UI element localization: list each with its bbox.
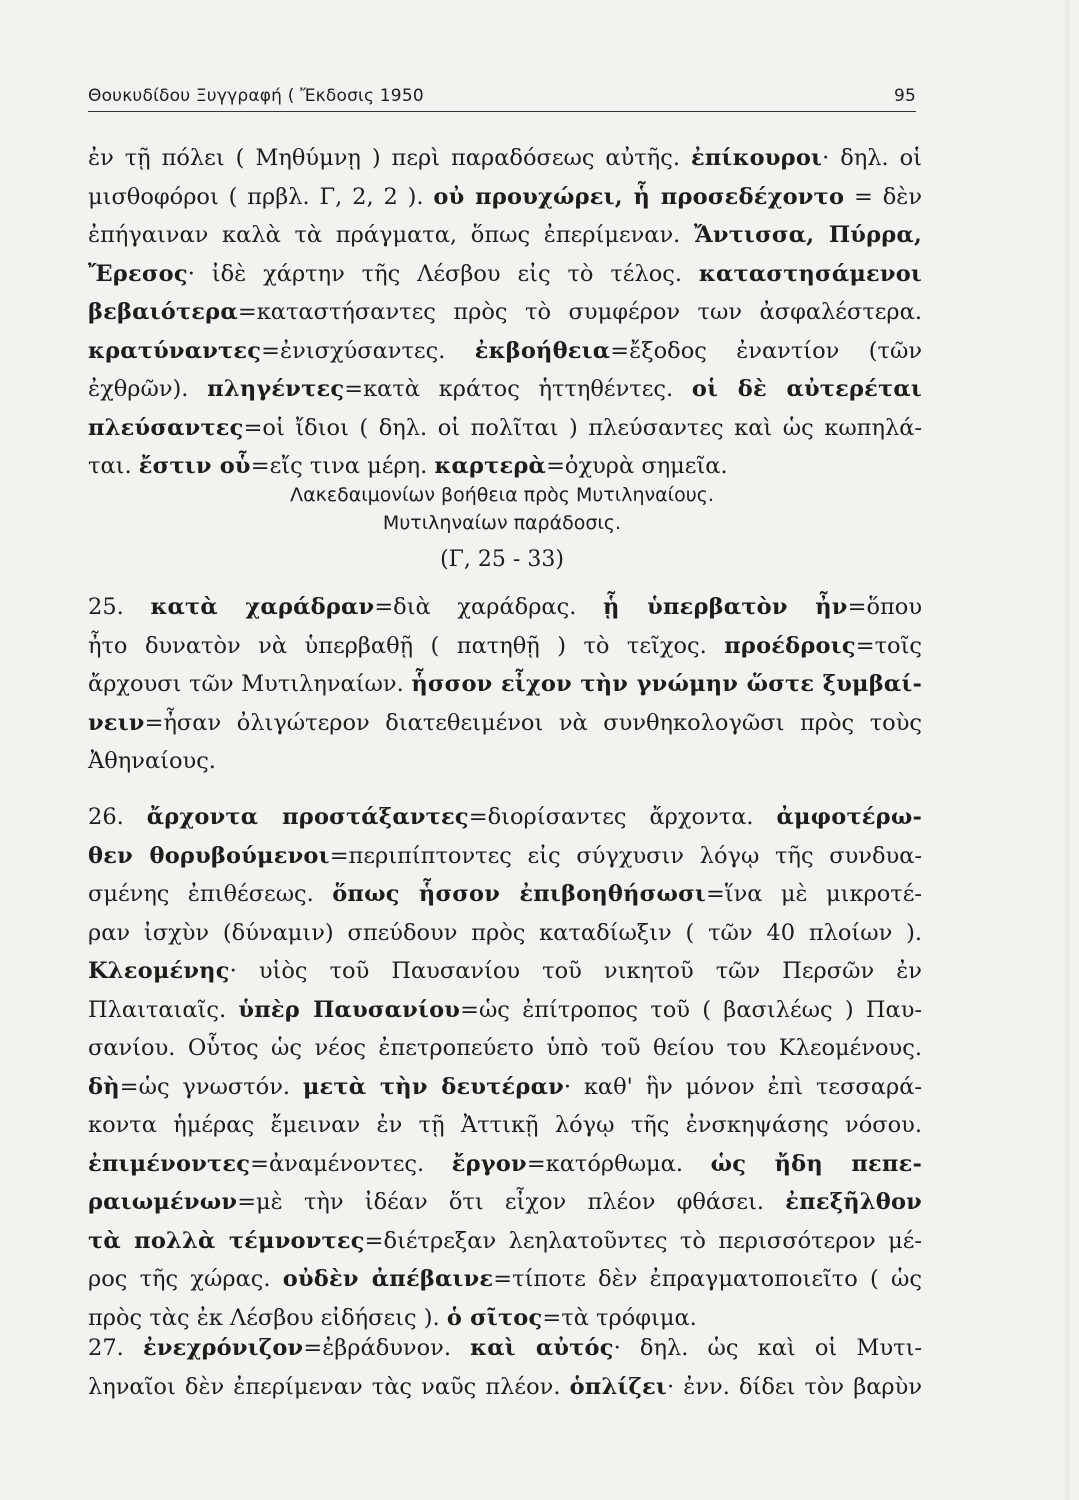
gloss: · υἱὸς τοῦ Παυσανίου τοῦ νικητοῦ τῶν Περσῶν ἐν	[229, 958, 922, 984]
text-line	[88, 742, 922, 781]
gloss: =διὰ χαράδρας.	[374, 594, 604, 620]
text-line	[88, 139, 922, 178]
text-line	[88, 370, 922, 409]
lemma: βεβαιότερα	[88, 299, 238, 325]
lemma: Ἄντισσα, Πύρρα,	[694, 222, 922, 248]
gloss: =ὅπου	[847, 594, 923, 620]
lemma: οὐδὲν ἀπέβαινε	[282, 1266, 494, 1292]
gloss: ἐν τῇ πόλει ( Μηθύμνῃ ) περὶ παραδόσεως αὐτῆς.	[88, 145, 691, 171]
gloss: κοντα ἡμέρας ἔμειναν ἐν τῇ Ἀττικῇ λόγῳ τῆς ἐνσκηψάσης νόσου.	[88, 1112, 922, 1138]
gloss: =κατὰ κράτος ἡττηθέντες.	[344, 376, 692, 402]
lemma: προέδροις	[724, 632, 856, 659]
lemma: ἐπίκουροι	[690, 145, 823, 171]
gloss: ληναῖοι δὲν ἐπερίμεναν τὰς ναῦς πλέον.	[88, 1373, 570, 1400]
lemma: ὑπὲρ Παυσανίου	[238, 996, 461, 1023]
gloss: =ὡς γνωστόν.	[119, 1073, 303, 1100]
text-line	[88, 1068, 922, 1107]
gloss: πρὸς τὰς ἐκ Λέσβου εἰδήσεις ).	[88, 1304, 447, 1331]
text-line	[88, 798, 922, 837]
gloss: =διέτρεξαν λεηλατοῦντες τὸ περισσότερον μέ-	[364, 1227, 922, 1254]
lemma: τὰ πολλὰ τέμνοντες	[88, 1227, 365, 1254]
lemma: μετὰ τὴν δευτέραν	[302, 1073, 564, 1100]
text-line	[88, 1029, 922, 1068]
gloss: =περιπίπτοντες εἰς σύγχυσιν λόγῳ τῆς συνδυα-	[329, 842, 922, 869]
text-line	[88, 216, 922, 255]
lemma: ὁ σῖτος	[446, 1304, 543, 1331]
section-title-2: Μυτιληναίων παράδοσις.	[382, 512, 622, 534]
gloss: ἦτο δυνατὸν νὰ ὑπερβαθῇ ( πατηθῇ ) τὸ τεῖχος.	[88, 632, 725, 659]
page-edge-shadow	[1063, 0, 1069, 1500]
gloss: · δηλ. ὡς καὶ οἱ Μυτι-	[613, 1335, 922, 1361]
lemma: κρατύναντες	[88, 337, 262, 364]
text-line	[88, 665, 922, 704]
lemma: ραιωμένων	[88, 1189, 238, 1215]
text-line	[88, 627, 922, 666]
block-1	[88, 139, 922, 486]
gloss: =ὀχυρὰ σημεῖα.	[546, 453, 728, 479]
gloss: ραν ἰσχὺν (δύναμιν) σπεύδουν πρὸς καταδίωξιν ( τῶν 40 πλοίων ).	[88, 919, 922, 946]
gloss: =ὡς ἐπίτροπος τοῦ ( βασιλέως ) Παυ-	[460, 996, 922, 1023]
page-number: 95	[893, 86, 916, 106]
text-line	[88, 447, 922, 486]
lemma: καὶ αὐτός	[470, 1335, 614, 1361]
lemma: καρτερὰ	[434, 453, 547, 479]
gloss: =ἦσαν ὀλιγώτερον διατεθειμένοι νὰ συνθηκολογῶσι πρὸς τοὺς	[144, 709, 922, 736]
gloss: =ἐνισχύσαντες.	[261, 337, 475, 364]
gloss: = δὲν	[844, 183, 922, 210]
text-line	[88, 991, 922, 1030]
gloss: 25.	[88, 594, 151, 620]
lemma: θεν θορυβούμενοι	[88, 842, 330, 869]
text-line	[88, 1183, 922, 1222]
gloss: =ἐβράδυνον.	[303, 1335, 471, 1361]
running-title: Θουκυδίδου Ξυγγραφή ( Ἔκδοσις 1950	[88, 86, 424, 106]
lemma: καταστησάμενοι	[698, 260, 922, 287]
gloss: =καταστήσαντες πρὸς τὸ συμφέρον των ἀσφαλέστερα.	[237, 299, 922, 325]
gloss: ἐπήγαιναν καλὰ τὰ πράγματα, ὅπως ἐπερίμεναν.	[88, 222, 694, 248]
running-header	[88, 86, 916, 112]
gloss: σανίου. Οὗτος ὡς νέος ἐπετροπεύετο ὑπὸ τοῦ θείου του Κλεομένους.	[88, 1035, 922, 1061]
lemma: κατὰ χαράδραν	[150, 594, 375, 620]
gloss: · ἐνν. δίδει τὸν βαρὺν	[667, 1373, 922, 1400]
gloss: =τίποτε δὲν ἐπραγματοποιεῖτο ( ὡς	[493, 1266, 922, 1292]
text-line	[88, 837, 922, 876]
text-line	[88, 1260, 922, 1299]
lemma: ἔστιν οὗ	[138, 453, 251, 479]
gloss: σμένης ἐπιθέσεως.	[88, 881, 333, 907]
text-line	[88, 952, 922, 991]
lemma: πληγέντες	[207, 376, 345, 402]
text-line	[88, 704, 922, 743]
section-reference: (Γ, 25 - 33)	[440, 547, 564, 572]
lemma: οἱ δὲ αὐτερέται	[691, 376, 922, 402]
gloss: =ἵνα μὲ μικροτέ-	[705, 881, 922, 907]
header-rule	[88, 111, 916, 112]
gloss: =διορίσαντες ἄρχοντα.	[468, 804, 777, 830]
text-line	[88, 914, 922, 953]
gloss: =τοῖς	[855, 632, 922, 659]
lemma: ἔργον	[451, 1150, 527, 1177]
lemma: ἐνεχρόνιζον	[142, 1335, 304, 1361]
text-line	[88, 1368, 922, 1407]
paragraph-27	[88, 1329, 922, 1406]
lemma: ἧσσον εἶχον τὴν γνώμην ὥστε ξυμβαί-	[411, 671, 922, 697]
text-line	[88, 1106, 922, 1145]
text-line	[88, 1145, 922, 1184]
lemma: ἐκβοήθεια	[474, 337, 611, 364]
lemma: ἐπεξῆλθον	[785, 1189, 922, 1215]
gloss: · καθ' ἣν μόνον ἐπὶ τεσσαρά-	[563, 1073, 923, 1100]
gloss: ἄρχουσι τῶν Μυτιληναίων.	[88, 671, 412, 697]
text-line	[88, 178, 922, 217]
lemma: ὁπλίζει	[569, 1373, 668, 1400]
gloss: 26.	[88, 804, 147, 830]
paragraph-25	[88, 588, 922, 781]
gloss: =μὲ τὴν ἰδέαν ὅτι εἶχον πλέον φθάσει.	[237, 1189, 786, 1215]
text-line	[88, 255, 922, 294]
gloss: Πλαιταιαῖς.	[88, 996, 239, 1023]
lemma: νειν	[88, 709, 145, 736]
lemma: Ἔρεσος	[88, 260, 188, 287]
lemma: Κλεομένης	[88, 958, 230, 984]
gloss: 27.	[88, 1335, 143, 1361]
lemma: ᾗ ὑπερβατὸν ἦν	[603, 594, 848, 620]
gloss: Ἀθηναίους.	[88, 748, 216, 774]
gloss: · δηλ. οἱ	[822, 145, 922, 171]
text-line	[88, 588, 922, 627]
gloss: =ἔξοδος ἐναντίον (τῶν	[610, 337, 922, 364]
gloss: ται.	[88, 453, 139, 479]
lemma: πλεύσαντες	[88, 414, 244, 441]
paragraph-26	[88, 798, 922, 1337]
lemma: δὴ	[88, 1073, 120, 1100]
lemma: ὡς ἤδη πεπε-	[710, 1150, 922, 1177]
gloss: =οἱ ἴδιοι ( δηλ. οἱ πολῖται ) πλεύσαντες καὶ ὡς κωπηλά-	[243, 414, 922, 441]
lemma: ὅπως ἧσσον ἐπιβοηθήσωσι	[332, 881, 706, 907]
gloss: =εἴς τινα μέρη.	[250, 453, 435, 479]
text-line	[88, 332, 922, 371]
gloss: =ἀναμένοντες.	[250, 1150, 452, 1177]
text-line	[88, 409, 922, 448]
gloss: μισθοφόροι ( πρβλ. Γ, 2, 2 ).	[88, 183, 434, 210]
text-line	[88, 293, 922, 332]
text-line	[88, 875, 922, 914]
gloss: =κατόρθωμα.	[526, 1150, 711, 1177]
gloss: ρος τῆς χώρας.	[88, 1266, 283, 1292]
lemma: ἀμφοτέρω-	[776, 804, 922, 830]
section-title-1: Λακεδαιμονίων βοήθεια πρὸς Μυτιληναίους.	[290, 484, 714, 506]
text-line	[88, 1222, 922, 1261]
gloss: ἐχθρῶν).	[88, 376, 208, 402]
lemma: ἄρχοντα προστάξαντες	[146, 804, 469, 830]
lemma: οὐ προυχώρει, ἧ προσεδέχοντο	[433, 183, 845, 210]
gloss: · ἰδὲ χάρτην τῆς Λέσβου εἰς τὸ τέλος.	[187, 260, 699, 287]
gloss: =τὰ τρόφιμα.	[542, 1304, 697, 1331]
text-line	[88, 1329, 922, 1368]
lemma: ἐπιμένοντες	[88, 1150, 251, 1177]
